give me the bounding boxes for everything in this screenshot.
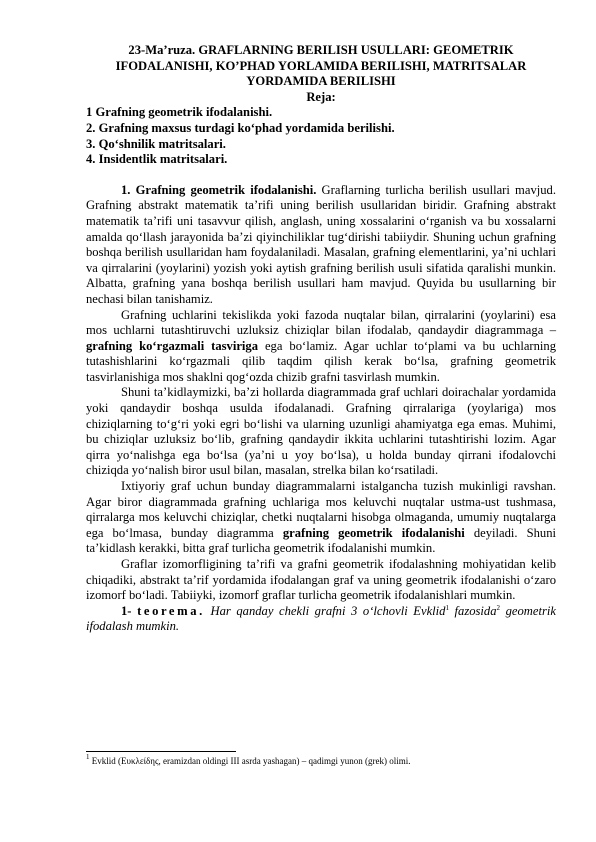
footnote <box>86 753 556 767</box>
footnote-ref[interactable]: 1 <box>445 603 449 612</box>
theorem-statement <box>86 604 556 635</box>
document-body <box>86 43 556 635</box>
paragraph-notes: Shuni ta’kidlaymizki, ba’zi hollarda diagrammada graf uchlari doirachalar yordamida yoki qandaydir boshqa usulda ifodalanadi. Grafning qirralariga (yoylariga) mos chiziqlarning to‘g‘ri yoki egri bo‘lishi va ularning uzunligi ahamiyatga ega emas. Muhimi, bu chiziqlar uzluksiz bo‘lib, grafning qandaydir ikkita uchlarini tutashtirishi lozim. Agar qirra yo‘nalishga ega bo‘lsa (ya’ni u yoy bo‘lsa), u holda bunday qirrani ifodalovchi chiziqda yo‘nalish biror usul bilan, masalan, strelka bilan ko‘rsatiladi. <box>86 385 556 478</box>
paragraph-isomorphism: Graflar izomorfligining ta’rifi va grafni geometrik ifodalashning mohiyatidan kelib chiqadiki, abstrakt ta’rif yordamida ifodalangan graf va uning geometrik ifodalanishi o‘zaro izomorf bo‘ladi. Tabiiyki, izomorf graflar turlicha geometrik ifodalanishlari mumkin. <box>86 557 556 603</box>
plan-item: 1 Grafning geometrik ifodalanishi. <box>86 105 273 120</box>
theorem-number: 1- <box>121 603 132 618</box>
plan-item: 2. Grafning maxsus turdagi ko‘phad yordamida berilishi. <box>86 120 395 135</box>
footnote-mark: 1 <box>86 753 90 761</box>
lecture-title: 23-Ma’ruza. GRAFLARNING BERILISH USULLARI: GEOMETRIK IFODALANISHI, KO’PHAD YORLAMIDA BERILISHI, MATRITSALAR YORDAMIDA BERILISHI <box>115 43 527 89</box>
paragraph-intro <box>86 183 556 308</box>
theorem-text: geometrik ifodalash mumkin. <box>86 603 556 634</box>
plan-heading: Reja: <box>306 89 336 104</box>
paragraph-text: Grafning uchlarini tekislikda yoki fazoda nuqtalar bilan, qirralarini (yoylarini) esa mos uchlarni tutashtiruvchi uzluksiz chiziqlar bilan ifodalab, qandaydir diagrammaga – <box>86 307 556 338</box>
paragraph-text: ega bo‘lamiz. Agar uchlar to‘plami va bu uchlarning tutashishlarini ko‘rgazmali qilib taqdim qilish kerak bo‘lsa, grafning geometrik tasvirlanishiga mos shaklni qog‘ozda chizib grafni tasvirlash mumkin. <box>86 338 556 384</box>
term-bold: grafning ko‘rgazmali tasviriga <box>86 338 259 353</box>
plan-item: 3. Qo‘shnilik matritsalari. <box>86 136 226 151</box>
plan-item: 4. Insidentlik matritsalari. <box>86 152 228 167</box>
spacer <box>86 168 556 183</box>
paragraph-definition <box>86 479 556 557</box>
plan-list <box>86 105 556 167</box>
section-heading: 1. Grafning geometrik ifodalanishi. <box>121 182 317 197</box>
paragraph-text: Ixtiyoriy graf uchun bunday diagrammalarni istalgancha tuzish mukinligi ravshan. Agar biror diagrammada grafning uchlariga mos keluvchi nuqtalar ustma-ust tushmasa, qirralarga mos keluvchi chiziqlar, chetki nuqtalarni hisobga olmaganda, umumiy nuqtalarga ega bo‘lmasa, bunday diagramma <box>86 479 556 540</box>
footnote-text: Evklid (Ευκλείδης, eramizdan oldingi III asrda yashagan) – qadimgi yunon (grek) olimi. <box>89 756 411 766</box>
paragraph-text: deyiladi. Shuni ta’kidlash kerakki, bitta graf turlicha geometrik ifodalanishi mumkin. <box>86 525 557 556</box>
theorem-text: Har qanday chekli grafni 3 o‘lchovli Evklid <box>210 603 446 618</box>
paragraph-text: Graflarning turlicha berilish usullari mavjud. Grafning abstrakt matematik ta’rifi uning berilish usullaridan biridir. Grafning abstrakt matematik ta’rifi uni tasavvur qilish, anglash, uning xossalarini o‘rganish va bu xossalarni amalda qo‘llash jarayonida ba’zi qiyinchiliklar tug‘dirishi tabiiydir. Shuning uchun grafning boshqa berilish usullaridan ham foydalaniladi. Masalan, grafning elementlarini, ya’ni uchlari va qirralarini (yoylarini) yozish yoki aytish grafning berilish usuli sifatida qaralishi munkin. Albatta, grafning yana boshqa berilish usullari ham mavjud. Quyida bu usullarning bir nechasi bilan tanishamiz. <box>86 182 556 306</box>
term-bold: grafning geometrik ifodalanishi <box>282 525 465 540</box>
paragraph-diagram <box>86 308 556 386</box>
theorem-label: teorema. <box>137 603 205 618</box>
theorem-text: fazosida <box>448 603 497 618</box>
footnote-ref[interactable]: 2 <box>496 603 501 612</box>
footnote-divider <box>86 751 236 752</box>
